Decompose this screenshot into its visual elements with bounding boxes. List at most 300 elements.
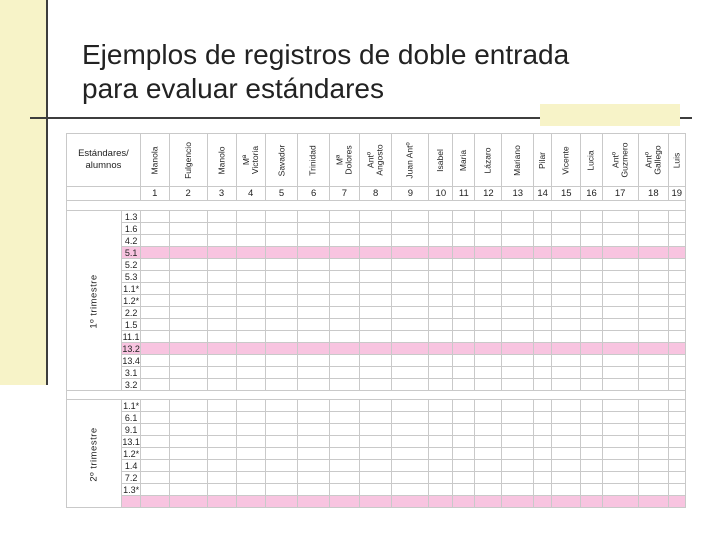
grade-cell[interactable] <box>392 331 429 343</box>
grade-cell[interactable] <box>581 319 602 331</box>
grade-cell[interactable] <box>552 247 581 259</box>
grade-cell[interactable] <box>581 472 602 484</box>
grade-cell[interactable] <box>169 412 207 424</box>
grade-cell[interactable] <box>638 343 668 355</box>
grade-cell[interactable] <box>534 319 552 331</box>
grade-cell[interactable] <box>169 460 207 472</box>
grade-cell[interactable] <box>392 211 429 223</box>
grade-cell[interactable] <box>429 472 453 484</box>
grade-cell[interactable] <box>140 412 169 424</box>
grade-cell[interactable] <box>140 379 169 391</box>
grade-cell[interactable] <box>329 355 359 367</box>
grade-cell[interactable] <box>668 247 685 259</box>
grade-cell[interactable] <box>475 343 502 355</box>
grade-cell[interactable] <box>207 331 236 343</box>
grade-cell[interactable] <box>668 319 685 331</box>
grade-cell[interactable] <box>265 271 298 283</box>
grade-cell[interactable] <box>453 448 475 460</box>
grade-cell[interactable] <box>169 484 207 496</box>
grade-cell[interactable] <box>329 211 359 223</box>
grade-cell[interactable] <box>169 400 207 412</box>
grade-cell[interactable] <box>602 436 638 448</box>
grade-cell[interactable] <box>453 496 475 508</box>
grade-cell[interactable] <box>668 283 685 295</box>
grade-cell[interactable] <box>265 472 298 484</box>
grade-cell[interactable] <box>236 235 265 247</box>
grade-cell[interactable] <box>502 496 534 508</box>
grade-cell[interactable] <box>581 355 602 367</box>
grade-cell[interactable] <box>207 223 236 235</box>
grade-cell[interactable] <box>392 259 429 271</box>
grade-cell[interactable] <box>475 319 502 331</box>
grade-cell[interactable] <box>638 295 668 307</box>
grade-cell[interactable] <box>552 412 581 424</box>
grade-cell[interactable] <box>502 436 534 448</box>
grade-cell[interactable] <box>502 355 534 367</box>
grade-cell[interactable] <box>140 472 169 484</box>
grade-cell[interactable] <box>329 367 359 379</box>
grade-cell[interactable] <box>298 283 329 295</box>
grade-cell[interactable] <box>298 331 329 343</box>
grade-cell[interactable] <box>140 271 169 283</box>
grade-cell[interactable] <box>602 400 638 412</box>
grade-cell[interactable] <box>502 343 534 355</box>
grade-cell[interactable] <box>453 379 475 391</box>
grade-cell[interactable] <box>265 436 298 448</box>
grade-cell[interactable] <box>329 400 359 412</box>
grade-cell[interactable] <box>534 211 552 223</box>
grade-cell[interactable] <box>360 319 392 331</box>
grade-cell[interactable] <box>581 367 602 379</box>
grade-cell[interactable] <box>581 271 602 283</box>
grade-cell[interactable] <box>581 247 602 259</box>
grade-cell[interactable] <box>638 424 668 436</box>
grade-cell[interactable] <box>453 283 475 295</box>
grade-cell[interactable] <box>453 400 475 412</box>
grade-cell[interactable] <box>360 484 392 496</box>
grade-cell[interactable] <box>265 211 298 223</box>
grade-cell[interactable] <box>207 484 236 496</box>
grade-cell[interactable] <box>298 223 329 235</box>
grade-cell[interactable] <box>360 424 392 436</box>
grade-cell[interactable] <box>534 235 552 247</box>
grade-cell[interactable] <box>475 307 502 319</box>
grade-cell[interactable] <box>453 295 475 307</box>
grade-cell[interactable] <box>392 235 429 247</box>
grade-cell[interactable] <box>429 496 453 508</box>
grade-cell[interactable] <box>236 379 265 391</box>
grade-cell[interactable] <box>429 235 453 247</box>
grade-cell[interactable] <box>502 271 534 283</box>
grade-cell[interactable] <box>236 448 265 460</box>
grade-cell[interactable] <box>169 472 207 484</box>
grade-cell[interactable] <box>236 271 265 283</box>
grade-cell[interactable] <box>534 412 552 424</box>
grade-cell[interactable] <box>392 496 429 508</box>
grade-cell[interactable] <box>475 259 502 271</box>
grade-cell[interactable] <box>140 211 169 223</box>
grade-cell[interactable] <box>392 343 429 355</box>
grade-cell[interactable] <box>360 211 392 223</box>
grade-cell[interactable] <box>668 436 685 448</box>
grade-cell[interactable] <box>534 367 552 379</box>
grade-cell[interactable] <box>265 484 298 496</box>
grade-cell[interactable] <box>360 259 392 271</box>
grade-cell[interactable] <box>169 448 207 460</box>
grade-cell[interactable] <box>602 319 638 331</box>
grade-cell[interactable] <box>453 412 475 424</box>
grade-cell[interactable] <box>453 472 475 484</box>
grade-cell[interactable] <box>236 412 265 424</box>
grade-cell[interactable] <box>207 460 236 472</box>
grade-cell[interactable] <box>140 355 169 367</box>
grade-cell[interactable] <box>668 472 685 484</box>
grade-cell[interactable] <box>475 412 502 424</box>
grade-cell[interactable] <box>602 355 638 367</box>
grade-cell[interactable] <box>668 496 685 508</box>
grade-cell[interactable] <box>429 448 453 460</box>
grade-cell[interactable] <box>207 448 236 460</box>
grade-cell[interactable] <box>475 235 502 247</box>
grade-cell[interactable] <box>502 307 534 319</box>
grade-cell[interactable] <box>298 211 329 223</box>
grade-cell[interactable] <box>668 355 685 367</box>
grade-cell[interactable] <box>453 211 475 223</box>
grade-cell[interactable] <box>581 223 602 235</box>
grade-cell[interactable] <box>429 331 453 343</box>
grade-cell[interactable] <box>552 472 581 484</box>
grade-cell[interactable] <box>140 460 169 472</box>
grade-cell[interactable] <box>429 343 453 355</box>
grade-cell[interactable] <box>360 400 392 412</box>
grade-cell[interactable] <box>581 235 602 247</box>
grade-cell[interactable] <box>429 460 453 472</box>
grade-cell[interactable] <box>360 283 392 295</box>
grade-cell[interactable] <box>298 400 329 412</box>
grade-cell[interactable] <box>298 367 329 379</box>
grade-cell[interactable] <box>265 235 298 247</box>
grade-cell[interactable] <box>581 424 602 436</box>
grade-cell[interactable] <box>265 307 298 319</box>
grade-cell[interactable] <box>602 424 638 436</box>
grade-cell[interactable] <box>265 295 298 307</box>
grade-cell[interactable] <box>265 331 298 343</box>
grade-cell[interactable] <box>638 319 668 331</box>
grade-cell[interactable] <box>236 211 265 223</box>
grade-cell[interactable] <box>638 259 668 271</box>
grade-cell[interactable] <box>581 331 602 343</box>
grade-cell[interactable] <box>638 367 668 379</box>
grade-cell[interactable] <box>429 355 453 367</box>
grade-cell[interactable] <box>360 460 392 472</box>
grade-cell[interactable] <box>668 211 685 223</box>
grade-cell[interactable] <box>534 271 552 283</box>
grade-cell[interactable] <box>169 424 207 436</box>
grade-cell[interactable] <box>360 379 392 391</box>
grade-cell[interactable] <box>581 259 602 271</box>
grade-cell[interactable] <box>581 400 602 412</box>
grade-cell[interactable] <box>502 259 534 271</box>
grade-cell[interactable] <box>360 235 392 247</box>
grade-cell[interactable] <box>169 367 207 379</box>
grade-cell[interactable] <box>392 436 429 448</box>
grade-cell[interactable] <box>534 379 552 391</box>
grade-cell[interactable] <box>298 412 329 424</box>
grade-cell[interactable] <box>602 235 638 247</box>
grade-cell[interactable] <box>329 223 359 235</box>
grade-cell[interactable] <box>236 424 265 436</box>
grade-cell[interactable] <box>638 247 668 259</box>
grade-cell[interactable] <box>140 259 169 271</box>
grade-cell[interactable] <box>236 472 265 484</box>
grade-cell[interactable] <box>552 319 581 331</box>
grade-cell[interactable] <box>207 367 236 379</box>
grade-cell[interactable] <box>236 496 265 508</box>
grade-cell[interactable] <box>140 247 169 259</box>
grade-cell[interactable] <box>638 235 668 247</box>
grade-cell[interactable] <box>329 247 359 259</box>
grade-cell[interactable] <box>298 436 329 448</box>
grade-cell[interactable] <box>329 319 359 331</box>
grade-cell[interactable] <box>329 484 359 496</box>
grade-cell[interactable] <box>298 271 329 283</box>
grade-cell[interactable] <box>169 436 207 448</box>
grade-cell[interactable] <box>265 355 298 367</box>
grade-cell[interactable] <box>638 436 668 448</box>
grade-cell[interactable] <box>638 496 668 508</box>
grade-cell[interactable] <box>429 424 453 436</box>
grade-cell[interactable] <box>207 400 236 412</box>
grade-cell[interactable] <box>207 379 236 391</box>
grade-cell[interactable] <box>502 223 534 235</box>
grade-cell[interactable] <box>453 307 475 319</box>
grade-cell[interactable] <box>169 259 207 271</box>
grade-cell[interactable] <box>360 436 392 448</box>
grade-cell[interactable] <box>329 472 359 484</box>
grade-cell[interactable] <box>668 271 685 283</box>
grade-cell[interactable] <box>207 343 236 355</box>
grade-cell[interactable] <box>638 211 668 223</box>
grade-cell[interactable] <box>265 283 298 295</box>
grade-cell[interactable] <box>475 295 502 307</box>
grade-cell[interactable] <box>638 448 668 460</box>
grade-cell[interactable] <box>140 400 169 412</box>
grade-cell[interactable] <box>453 259 475 271</box>
grade-cell[interactable] <box>360 355 392 367</box>
grade-cell[interactable] <box>169 223 207 235</box>
grade-cell[interactable] <box>207 355 236 367</box>
grade-cell[interactable] <box>236 400 265 412</box>
grade-cell[interactable] <box>298 259 329 271</box>
grade-cell[interactable] <box>429 319 453 331</box>
grade-cell[interactable] <box>360 271 392 283</box>
grade-cell[interactable] <box>207 307 236 319</box>
grade-cell[interactable] <box>265 259 298 271</box>
grade-cell[interactable] <box>329 496 359 508</box>
grade-cell[interactable] <box>236 484 265 496</box>
grade-cell[interactable] <box>140 307 169 319</box>
grade-cell[interactable] <box>329 307 359 319</box>
grade-cell[interactable] <box>581 412 602 424</box>
grade-cell[interactable] <box>140 436 169 448</box>
grade-cell[interactable] <box>429 259 453 271</box>
grade-cell[interactable] <box>429 295 453 307</box>
grade-cell[interactable] <box>602 271 638 283</box>
grade-cell[interactable] <box>169 307 207 319</box>
grade-cell[interactable] <box>329 271 359 283</box>
grade-cell[interactable] <box>298 235 329 247</box>
grade-cell[interactable] <box>502 484 534 496</box>
grade-cell[interactable] <box>298 448 329 460</box>
grade-cell[interactable] <box>668 331 685 343</box>
grade-cell[interactable] <box>552 496 581 508</box>
grade-cell[interactable] <box>392 223 429 235</box>
grade-cell[interactable] <box>265 412 298 424</box>
grade-cell[interactable] <box>502 412 534 424</box>
grade-cell[interactable] <box>638 472 668 484</box>
grade-cell[interactable] <box>534 331 552 343</box>
grade-cell[interactable] <box>207 271 236 283</box>
grade-cell[interactable] <box>668 343 685 355</box>
grade-cell[interactable] <box>169 211 207 223</box>
grade-cell[interactable] <box>140 343 169 355</box>
grade-cell[interactable] <box>360 247 392 259</box>
grade-cell[interactable] <box>534 355 552 367</box>
grade-cell[interactable] <box>475 424 502 436</box>
grade-cell[interactable] <box>236 460 265 472</box>
grade-cell[interactable] <box>329 343 359 355</box>
grade-cell[interactable] <box>140 235 169 247</box>
grade-cell[interactable] <box>475 400 502 412</box>
grade-cell[interactable] <box>360 307 392 319</box>
grade-cell[interactable] <box>360 472 392 484</box>
grade-cell[interactable] <box>475 283 502 295</box>
grade-cell[interactable] <box>329 235 359 247</box>
grade-cell[interactable] <box>668 223 685 235</box>
grade-cell[interactable] <box>429 307 453 319</box>
grade-cell[interactable] <box>668 448 685 460</box>
grade-cell[interactable] <box>552 436 581 448</box>
grade-cell[interactable] <box>140 295 169 307</box>
grade-cell[interactable] <box>502 400 534 412</box>
grade-cell[interactable] <box>638 355 668 367</box>
grade-cell[interactable] <box>392 271 429 283</box>
grade-cell[interactable] <box>392 307 429 319</box>
grade-cell[interactable] <box>668 484 685 496</box>
grade-cell[interactable] <box>475 367 502 379</box>
grade-cell[interactable] <box>668 379 685 391</box>
grade-cell[interactable] <box>298 307 329 319</box>
grade-cell[interactable] <box>392 460 429 472</box>
grade-cell[interactable] <box>360 223 392 235</box>
grade-cell[interactable] <box>602 247 638 259</box>
grade-cell[interactable] <box>581 448 602 460</box>
grade-cell[interactable] <box>265 247 298 259</box>
grade-cell[interactable] <box>534 460 552 472</box>
grade-cell[interactable] <box>236 283 265 295</box>
grade-cell[interactable] <box>668 295 685 307</box>
grade-cell[interactable] <box>140 496 169 508</box>
grade-cell[interactable] <box>236 223 265 235</box>
grade-cell[interactable] <box>298 496 329 508</box>
grade-cell[interactable] <box>475 331 502 343</box>
grade-cell[interactable] <box>602 331 638 343</box>
grade-cell[interactable] <box>392 355 429 367</box>
grade-cell[interactable] <box>638 283 668 295</box>
grade-cell[interactable] <box>265 460 298 472</box>
grade-cell[interactable] <box>329 283 359 295</box>
grade-cell[interactable] <box>265 223 298 235</box>
grade-cell[interactable] <box>140 223 169 235</box>
grade-cell[interactable] <box>602 412 638 424</box>
grade-cell[interactable] <box>329 379 359 391</box>
grade-cell[interactable] <box>502 331 534 343</box>
grade-cell[interactable] <box>236 307 265 319</box>
grade-cell[interactable] <box>534 307 552 319</box>
grade-cell[interactable] <box>638 331 668 343</box>
grade-cell[interactable] <box>581 343 602 355</box>
grade-cell[interactable] <box>169 496 207 508</box>
grade-cell[interactable] <box>392 412 429 424</box>
grade-cell[interactable] <box>236 331 265 343</box>
grade-cell[interactable] <box>392 283 429 295</box>
grade-cell[interactable] <box>552 331 581 343</box>
grade-cell[interactable] <box>298 460 329 472</box>
grade-cell[interactable] <box>207 211 236 223</box>
grade-cell[interactable] <box>602 295 638 307</box>
grade-cell[interactable] <box>475 379 502 391</box>
grade-cell[interactable] <box>429 379 453 391</box>
grade-cell[interactable] <box>360 412 392 424</box>
grade-cell[interactable] <box>169 235 207 247</box>
grade-cell[interactable] <box>298 295 329 307</box>
grade-cell[interactable] <box>502 379 534 391</box>
grade-cell[interactable] <box>169 379 207 391</box>
grade-cell[interactable] <box>638 223 668 235</box>
grade-cell[interactable] <box>502 460 534 472</box>
grade-cell[interactable] <box>453 343 475 355</box>
grade-cell[interactable] <box>668 412 685 424</box>
grade-cell[interactable] <box>392 379 429 391</box>
grade-cell[interactable] <box>534 283 552 295</box>
grade-cell[interactable] <box>298 343 329 355</box>
grade-cell[interactable] <box>602 223 638 235</box>
grade-cell[interactable] <box>502 448 534 460</box>
grade-cell[interactable] <box>638 307 668 319</box>
grade-cell[interactable] <box>502 367 534 379</box>
grade-cell[interactable] <box>602 211 638 223</box>
grade-cell[interactable] <box>207 436 236 448</box>
grade-cell[interactable] <box>207 295 236 307</box>
grade-cell[interactable] <box>392 448 429 460</box>
grade-cell[interactable] <box>207 235 236 247</box>
grade-cell[interactable] <box>552 211 581 223</box>
grade-cell[interactable] <box>265 448 298 460</box>
grade-cell[interactable] <box>298 484 329 496</box>
grade-cell[interactable] <box>581 460 602 472</box>
grade-cell[interactable] <box>552 343 581 355</box>
grade-cell[interactable] <box>475 271 502 283</box>
grade-cell[interactable] <box>392 247 429 259</box>
grade-cell[interactable] <box>265 400 298 412</box>
grade-cell[interactable] <box>453 484 475 496</box>
grade-cell[interactable] <box>534 472 552 484</box>
grade-cell[interactable] <box>207 472 236 484</box>
grade-cell[interactable] <box>265 367 298 379</box>
grade-cell[interactable] <box>502 235 534 247</box>
grade-cell[interactable] <box>638 379 668 391</box>
grade-cell[interactable] <box>552 400 581 412</box>
